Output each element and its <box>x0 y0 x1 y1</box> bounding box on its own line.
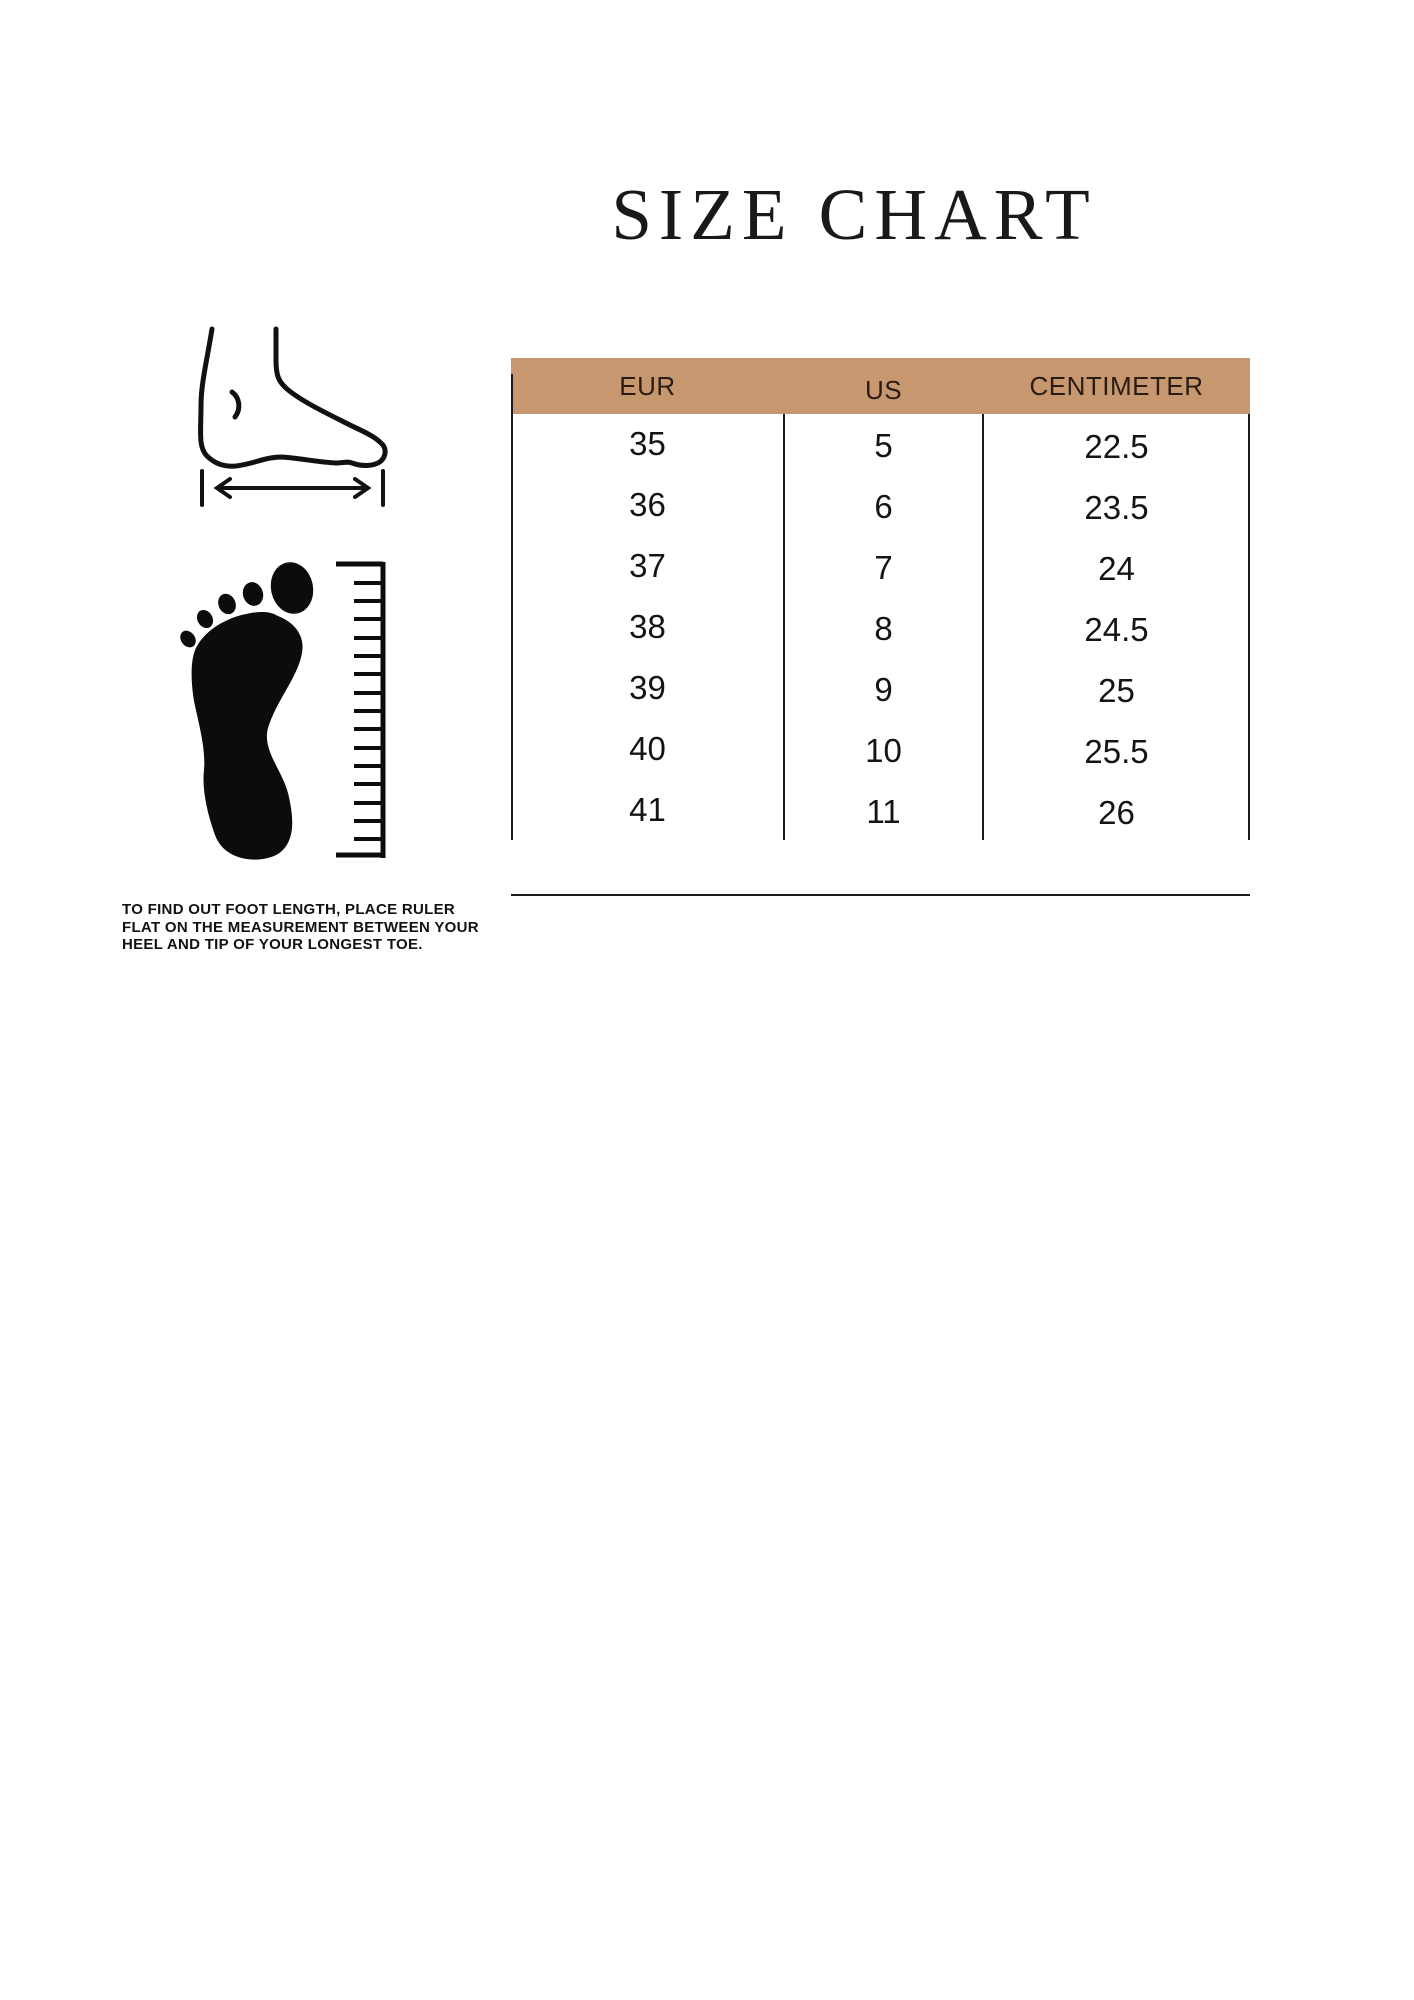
length-arrow <box>202 471 383 505</box>
size-table-body <box>511 414 1250 840</box>
eur-value: 41 <box>629 790 666 828</box>
footprint-ruler-icon <box>150 540 430 880</box>
us-value: 5 <box>874 427 893 465</box>
cm-value: 25.5 <box>1084 732 1149 770</box>
eur-value: 40 <box>629 729 666 767</box>
foot-outline-path <box>201 329 386 466</box>
us-value: 7 <box>874 549 893 587</box>
cm-value: 24 <box>1098 550 1135 588</box>
us-value: 11 <box>866 792 901 830</box>
eur-value: 35 <box>629 425 666 463</box>
cm-value: 24.5 <box>1084 611 1149 648</box>
table-divider-eur-us <box>783 414 785 840</box>
column-centimeter <box>983 414 1250 843</box>
eur-value: 36 <box>629 486 666 524</box>
eur-value: 39 <box>629 668 666 706</box>
size-table <box>511 358 1250 840</box>
us-value: 6 <box>874 488 893 526</box>
table-right-border <box>1248 414 1250 840</box>
footprint-silhouette <box>177 558 318 859</box>
table-divider-us-cm <box>982 414 984 840</box>
table-left-border <box>511 374 513 840</box>
us-value: 10 <box>865 731 902 769</box>
cm-value: 22.5 <box>1084 428 1149 466</box>
eur-value: 37 <box>629 547 666 585</box>
header-centimeter: CENTIMETER <box>1029 370 1204 401</box>
instruction-line: FLAT ON THE MEASUREMENT BETWEEN YOUR <box>122 918 479 936</box>
us-value: 9 <box>874 670 893 708</box>
column-us <box>784 414 983 842</box>
foot-length-measure-icon <box>150 300 450 520</box>
page-title: SIZE CHART <box>611 174 1097 255</box>
table-bottom-border <box>511 894 1250 896</box>
cm-value: 25 <box>1098 671 1135 709</box>
size-table-header <box>511 358 1250 414</box>
cm-value: 26 <box>1098 793 1135 831</box>
measurement-instructions <box>122 901 522 954</box>
ruler <box>336 562 383 858</box>
instruction-line: HEEL AND TIP OF YOUR LONGEST TOE. <box>122 936 423 954</box>
us-value: 8 <box>874 610 893 647</box>
column-eur <box>511 414 784 840</box>
header-us: US <box>864 374 903 405</box>
instruction-line: TO FIND OUT FOOT LENGTH, PLACE RULER <box>122 901 456 918</box>
ankle-bone-path <box>232 392 239 417</box>
header-eur: EUR <box>619 370 676 401</box>
cm-value: 23.5 <box>1084 489 1149 527</box>
eur-value: 38 <box>629 608 666 645</box>
